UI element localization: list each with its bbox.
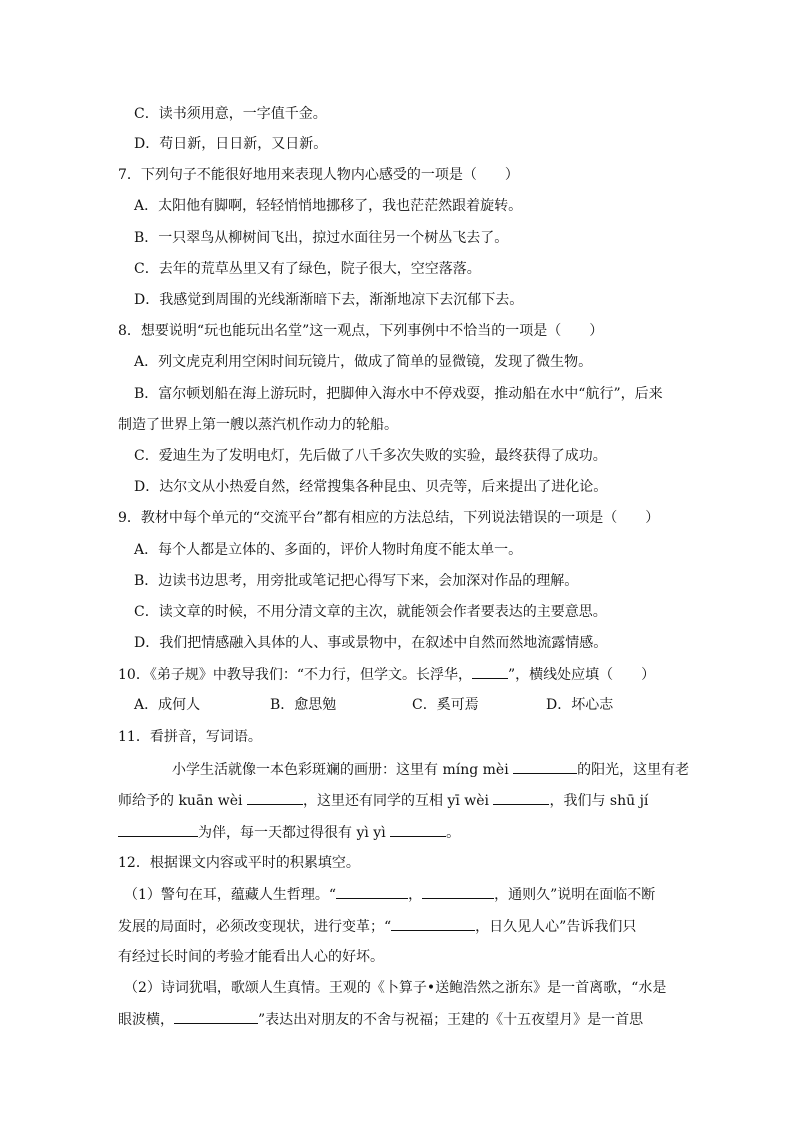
q11-blank-1[interactable] <box>513 759 577 774</box>
q10-stem-part-a: 10．《弟子规》中教导我们：“不力行，但学文。长浮华， <box>118 667 472 683</box>
q11-blank-3[interactable] <box>493 790 549 805</box>
q10-options <box>134 695 654 715</box>
q11-blank-2[interactable] <box>247 790 303 805</box>
q12-part2-line1: （2）诗词犹唱，歌颂人生真情。王观的《卜算子•送鲍浩然之浙东》是一首离歌，“水是 <box>124 980 667 996</box>
q6-option-c: C．读书须用意，一字值千金。 <box>134 106 327 122</box>
q12-blank-2[interactable] <box>422 884 494 899</box>
q10-stem-part-b: ”，横线处应填（ ） <box>507 667 656 683</box>
q12-part1-text-e: ，日久见人心”告诉我们只 <box>475 919 637 935</box>
q11-line1 <box>172 759 689 780</box>
q8-option-d: D．达尔文从小热爱自然，经常搜集各种昆虫、贝壳等，后来提出了进化论。 <box>134 479 608 495</box>
q10-option-a: A．成何人 <box>134 697 201 713</box>
q11-line1-text-a: 小学生活就像一本色彩斑斓的画册：这里有 míng mèi <box>172 762 514 778</box>
q12-part2-line2 <box>118 1009 643 1030</box>
q11-blank-5[interactable] <box>390 822 446 837</box>
q9-option-a: A．每个人都是立体的、多面的，评价人物时角度不能太单一。 <box>134 542 523 558</box>
q11-line3 <box>118 822 460 843</box>
q9-option-c: C．读文章的时候，不用分清文章的主次，就能领会作者要表达的主要意思。 <box>134 604 607 620</box>
q8-option-b-line1: B．富尔顿划船在海上游玩时，把脚伸入海水中不停戏耍，推动船在水中“航行”，后来 <box>134 386 663 402</box>
q8-option-a: A．列文虎克利用空闲时间玩镜片，做成了简单的显微镜，发现了微生物。 <box>134 354 593 370</box>
q11-blank-4[interactable] <box>118 822 198 837</box>
q10-option-b: B．愈思勉 <box>270 697 337 713</box>
q7-option-b: B．一只翠鸟从柳树间飞出，掠过水面往另一个树丛飞去了。 <box>134 230 509 246</box>
q7-stem: 7．下列句子不能很好地用来表现人物内心感受的一项是（ ） <box>118 167 519 183</box>
q9-option-d: D．我们把情感融入具体的人、事或景物中，在叙述中自然而然地流露情感。 <box>134 635 608 651</box>
q9-option-b: B．边读书边思考，用旁批或笔记把心得写下来，会加深对作品的理解。 <box>134 573 579 589</box>
q12-part1-line1 <box>124 884 655 905</box>
q10-stem <box>118 664 655 685</box>
q11-line2 <box>118 790 648 811</box>
q11-line2-text-b: ，这里还有同学的互相 yī wèi <box>302 793 494 809</box>
q9-stem: 9．教材中每个单元的“交流平台”都有相应的方法总结，下列说法错误的一项是（ ） <box>118 510 660 526</box>
q11-line3-text-a: 为伴，每一天都过得很有 yì yì <box>198 825 391 841</box>
q7-option-d: D．我感觉到周围的光线渐渐暗下去，渐渐地凉下去沉郁下去。 <box>134 292 524 308</box>
q6-option-d: D．苟日新，日日新，又日新。 <box>134 136 328 152</box>
q12-stem: 12．根据课文内容或平时的积累填空。 <box>118 855 360 871</box>
q8-option-c: C．爱迪生为了发明电灯，先后做了八千多次失败的实验，最终获得了成功。 <box>134 448 607 464</box>
q12-blank-3[interactable] <box>391 916 475 931</box>
q12-blank-4[interactable] <box>174 1009 258 1024</box>
q11-line3-text-b: 。 <box>446 825 461 841</box>
q10-option-d: D．坏心志 <box>546 697 614 713</box>
q12-part2-text-a: 眼波横， <box>118 1012 174 1028</box>
q8-stem: 8．想要说明“玩也能玩出名堂”这一观点，下列事例中不恰当的一项是（ ） <box>118 323 604 339</box>
q11-line1-text-b: 的阳光，这里有老 <box>577 762 690 778</box>
q8-option-b-line2: 制造了世界上第一艘以蒸汽机作动力的轮船。 <box>118 417 398 433</box>
q12-part1-text-b: ， <box>408 887 423 903</box>
q12-part1-text-a: （1）警句在耳，蕴藏人生哲理。“ <box>124 887 337 903</box>
q11-line2-text-c: ，我们与 shū jí <box>549 793 649 809</box>
q12-part1-text-d: 发展的局面时，必须改变现状，进行变革；“ <box>118 919 392 935</box>
q12-blank-1[interactable] <box>336 884 408 899</box>
q11-line2-text-a: 师给予的 kuān wèi <box>118 793 247 809</box>
q7-option-a: A．太阳他有脚啊，轻轻悄悄地挪移了，我也茫茫然跟着旋转。 <box>134 198 523 214</box>
q10-option-c: C．奚可焉 <box>412 697 479 713</box>
q11-stem: 11．看拼音，写词语。 <box>118 729 262 745</box>
q12-part1-text-c: ，通则久”说明在面临不断 <box>494 887 656 903</box>
q12-part1-line3: 有经过长时间的考验才能看出人心的好坏。 <box>118 949 384 965</box>
q7-option-c: C．去年的荒草丛里又有了绿色，院子很大，空空落落。 <box>134 261 481 277</box>
q10-blank[interactable] <box>472 664 508 679</box>
q12-part2-text-b: ”表达出对朋友的不舍与祝福；王建的《十五夜望月》是一首思 <box>258 1012 644 1028</box>
q12-part1-line2 <box>118 916 636 937</box>
